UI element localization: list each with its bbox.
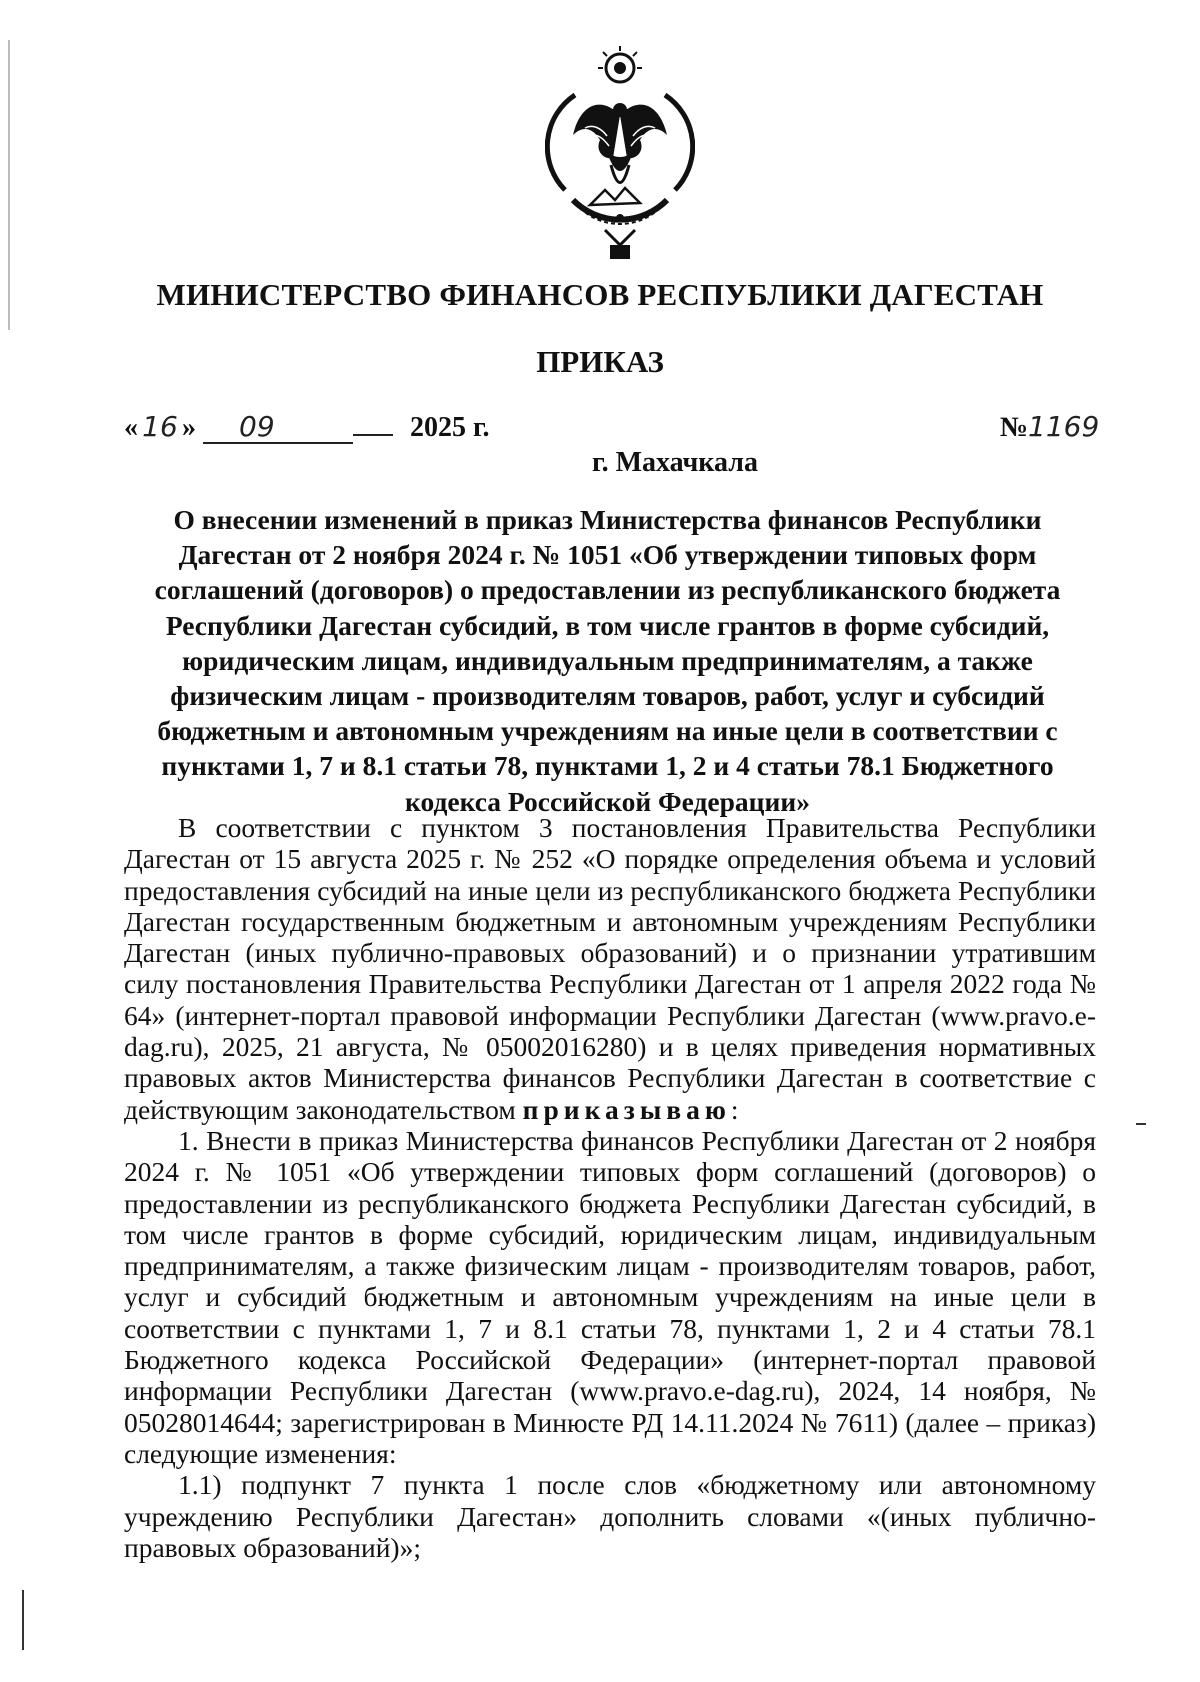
order-number <box>1000 410 1108 444</box>
date-day: 16 <box>142 410 178 443</box>
date-month: 09 <box>203 412 353 444</box>
item-1-1-paragraph: 1.1) подпункт 7 пункта 1 после слов «бюджетному или автономному учреждению Республики Дагестан» дополнить словами «(иных публично-правовых образований)»; <box>124 1469 1096 1563</box>
scan-mark-left-top <box>8 40 10 330</box>
scan-mark-right <box>1136 1123 1146 1125</box>
order-colon: : <box>730 1093 739 1125</box>
place-text: г. Махачкала <box>592 447 758 478</box>
coat-of-arms-emblem <box>545 40 695 265</box>
date-close-quote: » <box>182 412 196 443</box>
preamble-paragraph <box>124 812 1096 1125</box>
order-heading: О внесении изменений в приказ Министерства финансов Республики Дагестан от 2 ноября 2024 г. № 1051 «Об утверждении типовых форм соглашений (договоров) о предоставлении из республиканского бюджета Республики Дагестан субсидий, в том числе грантов в форме субсидий, юридическим лицам, индивидуальным предпринимателям, а также физическим лицам - производителям товаров, работ, услуг и субсидий бюджетным и автономным учреждениям на иные цели в соответствии с пунктами 1, 7 и 8.1 статьи 78, пунктами 1, 2 и 4 статьи 78.1 Бюджетного кодекса Российской Федерации» <box>154 504 1061 817</box>
number-value: 1169 <box>1028 410 1100 443</box>
order-word: приказываю <box>522 1093 731 1125</box>
scan-mark-left-bottom <box>22 1590 24 1650</box>
order-date <box>124 410 490 444</box>
ministry-name: МИНИСТЕРСТВО ФИНАНСОВ РЕСПУБЛИКИ ДАГЕСТАН <box>156 277 1044 312</box>
item-1-paragraph: 1. Внести в приказ Министерства финансов Республики Дагестан от 2 ноября 2024 г. № 1051 «Об утверждении типовых форм соглашений (договоров) о предоставлении из республиканского бюджета Республики Дагестан субсидий, в том числе грантов в форме субсидий, юридическим лицам, индивидуальным предпринимателям, а также физическим лицам - производителям товаров, работ, услуг и субсидий бюджетным и автономным учреждениям на иные цели в соответствии с пунктами 1, 7 и 8.1 статьи 78, пунктами 1, 2 и 4 статьи 78.1 Бюджетного кодекса Российской Федерации» (интернет-портал правовой информации Республики Дагестан (www.pravo.e-dag.ru), 2024, 14 ноября, № 05028014644; зарегистрирован в Минюсте РД 14.11.2024 № 7611) (далее – приказ) следующие изменения: <box>124 1124 1096 1469</box>
date-year: 2025 г. <box>410 412 490 443</box>
document-body <box>124 812 1096 1563</box>
place-of-issue <box>0 447 1200 479</box>
preamble-text: В соответствии с пунктом 3 постановления Правительства Республики Дагестан от 15 августа 2025 г. № 252 «О порядке определения объема и условий предоставления субсидий на иные цели из республиканского бюджета Республики Дагестан государственным бюджетным и автономным учреждениям Республики Дагестан (иных публично-правовых образований) и о признании утратившим силу постановления Правительства Республики Дагестан от 1 апреля 2022 года № 64» (интернет-портал правовой информации Республики Дагестан (www.pravo.e-dag.ru), 2025, 21 августа, № 05002016280) и в целях приведения нормативных правовых актов Министерства финансов Республики Дагестан в соответствие с действующим законодательством <box>124 812 1096 1125</box>
date-open-quote: « <box>124 412 138 443</box>
date-month-underline <box>353 434 393 436</box>
document-type: ПРИКАЗ <box>536 344 664 379</box>
number-sign: № <box>999 412 1028 443</box>
